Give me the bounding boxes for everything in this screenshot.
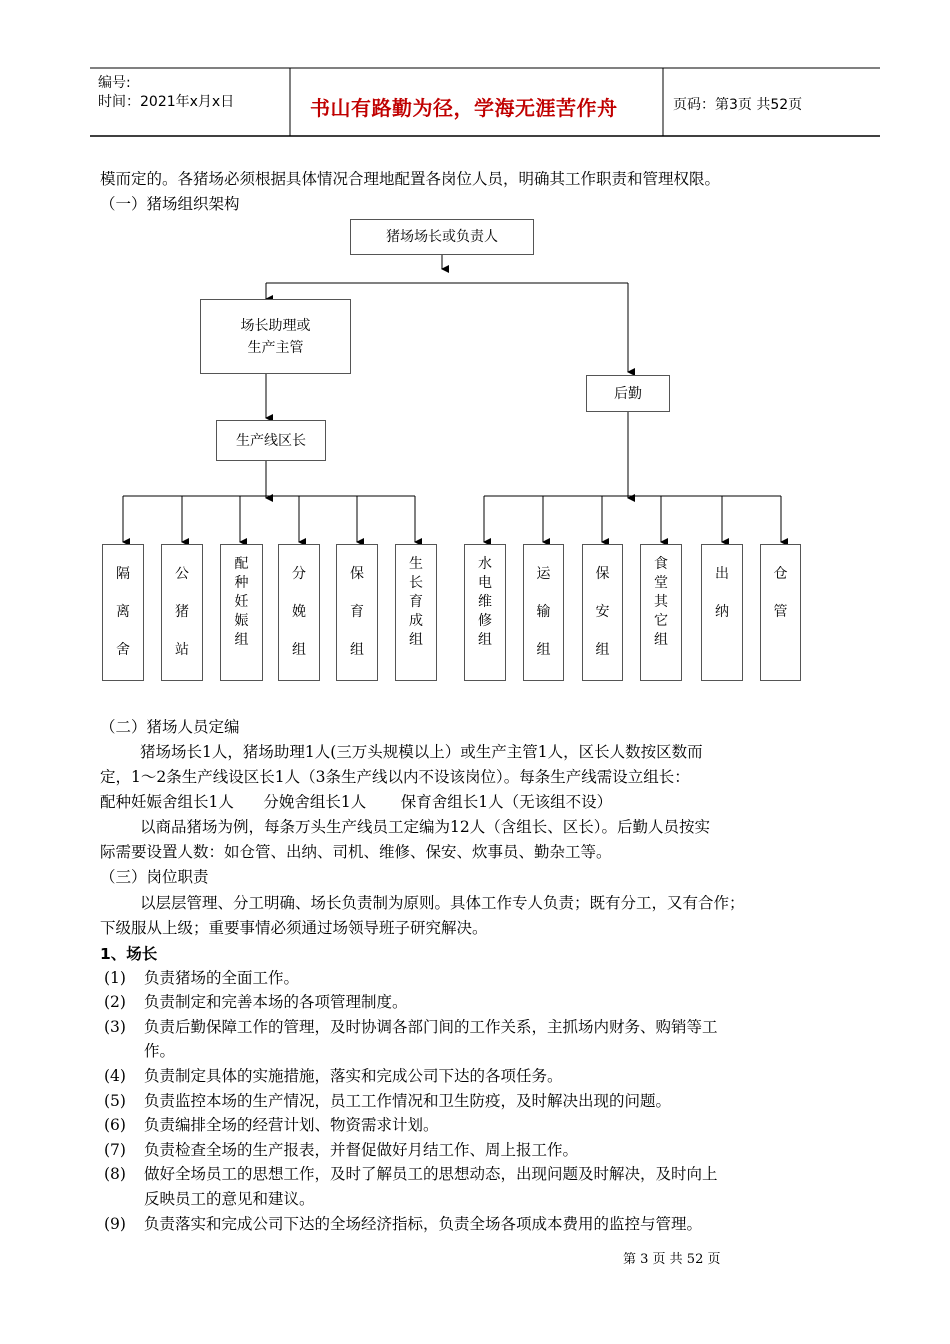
duty-text: 负责监控本场的生产情况，员工工作情况和卫生防疫，及时解决出现的问题。 — [144, 1092, 672, 1110]
org-logistics-box: 后勤 — [586, 375, 670, 412]
duty-number: (7) — [104, 1141, 126, 1159]
org-group-label: 公猪站 — [175, 566, 189, 658]
org-group-label: 食堂其它组 — [654, 556, 668, 648]
duty-number: (8) — [104, 1165, 126, 1183]
section2-paragraph-line: 定，1～2条生产线设区长1人（3条生产线以内不设该岗位）。每条生产线需设立组长： — [100, 768, 690, 786]
org-group-box — [161, 544, 203, 681]
org-group-label: 出纳 — [715, 566, 729, 620]
header-motto: 书山有路勤为径，学海无涯苦作舟 — [310, 96, 618, 120]
section2-paragraph-line: 猪场场长1人，猪场助理1人(三万头规模以上）或生产主管1人，区长人数按区数而 — [140, 743, 703, 761]
duty-text-continued: 作。 — [144, 1042, 176, 1060]
section2-paragraph-line: 以商品猪场为例，每条万头生产线员工定编为12人（含组长、区长）。后勤人员按实 — [140, 818, 710, 836]
section3-paragraph-line: 下级服从上级；重要事情必须通过场领导班子研究解决。 — [100, 919, 488, 937]
section3-paragraph-line: 以层层管理、分工明确、场长负责制为原则。具体工作专人负责；既有分工，又有合作； — [140, 894, 745, 912]
duty-item — [104, 991, 408, 1013]
org-group-box — [464, 544, 506, 681]
duty-number: (6) — [104, 1116, 126, 1134]
org-assistant-line1: 场长助理或 — [240, 317, 311, 334]
org-group-label: 运输组 — [536, 566, 551, 658]
org-group-label: 保安组 — [595, 566, 610, 658]
org-group-box — [582, 544, 623, 681]
org-group-box — [640, 544, 682, 681]
org-assistant-line2: 生产主管 — [247, 339, 304, 356]
duty-number: (2) — [104, 993, 126, 1011]
section2-paragraph-line: 际需要设置人数：如仓管、出纳、司机、维修、保安、炊事员、勤杂工等。 — [100, 843, 612, 861]
org-group-box — [102, 544, 144, 681]
org-group-label: 仓管 — [773, 566, 788, 620]
duty-text: 负责检查全场的生产报表，并督促做好月结工作、周上报工作。 — [144, 1141, 579, 1159]
org-group-label: 生长育成组 — [409, 556, 423, 648]
org-group-box — [336, 544, 378, 681]
duty-number: (1) — [104, 969, 126, 987]
duty-item — [104, 1065, 563, 1087]
org-group-box — [701, 544, 743, 681]
org-line-leader-box: 生产线区长 — [216, 420, 326, 461]
org-group-box — [760, 544, 801, 681]
org-assistant-box — [200, 299, 351, 374]
duty-text: 负责编排全场的经营计划、物资需求计划。 — [144, 1116, 439, 1134]
duty-text-continued: 反映员工的意见和建议。 — [144, 1190, 315, 1208]
org-group-label: 配种妊娠组 — [234, 556, 249, 648]
duty-number: (3) — [104, 1018, 126, 1036]
document-time-label: 时间：2021年x月x日 — [98, 94, 235, 110]
section2-title: （二）猪场人员定编 — [100, 718, 240, 736]
document-number-label: 编号: — [98, 75, 131, 91]
duty-text: 负责后勤保障工作的管理，及时协调各部门间的工作关系，主抓场内财务、购销等工 — [144, 1018, 718, 1036]
org-group-box — [220, 544, 263, 681]
page-footer: 第 3 页 共 52 页 — [623, 1252, 721, 1267]
org-group-box — [395, 544, 437, 681]
org-group-box — [278, 544, 320, 681]
org-root-box: 猪场场长或负责人 — [350, 219, 534, 255]
duty-number: (9) — [104, 1215, 126, 1233]
duties-heading: 1、场长 — [100, 945, 158, 963]
page-number-label: 页码：第3页 共52页 — [673, 97, 803, 113]
duty-item — [104, 1139, 578, 1161]
org-group-label: 保育组 — [350, 566, 364, 658]
duty-item — [104, 1163, 718, 1185]
section1-title: （一）猪场组织架构 — [100, 195, 240, 213]
duty-text: 做好全场员工的思想工作，及时了解员工的思想动态，出现问题及时解决，及时向上 — [144, 1165, 718, 1183]
duty-number: (5) — [104, 1092, 126, 1110]
duty-item — [104, 1090, 671, 1112]
org-group-label: 水电维修组 — [478, 556, 492, 648]
duty-item — [104, 967, 299, 989]
duty-number: (4) — [104, 1067, 126, 1085]
section3-title: （三）岗位职责 — [100, 868, 209, 886]
org-group-label: 分娩组 — [292, 566, 306, 658]
section2-paragraph-line: 配种妊娠舍组长1人 分娩舍组长1人 保育舍组长1人（无该组不设） — [100, 793, 613, 811]
org-group-box — [523, 544, 564, 681]
duty-item — [104, 1213, 702, 1235]
duty-text: 负责猪场的全面工作。 — [144, 969, 300, 987]
org-group-label: 隔离舍 — [116, 566, 130, 658]
duty-text: 负责制定和完善本场的各项管理制度。 — [144, 993, 408, 1011]
duty-text: 负责落实和完成公司下达的全场经济指标，负责全场各项成本费用的监控与管理。 — [144, 1215, 703, 1233]
duty-item — [104, 1114, 439, 1136]
intro-line: 模而定的。各猪场必须根据具体情况合理地配置各岗位人员，明确其工作职责和管理权限。 — [100, 170, 721, 188]
duty-item — [104, 1016, 718, 1038]
duty-text: 负责制定具体的实施措施，落实和完成公司下达的各项任务。 — [144, 1067, 563, 1085]
